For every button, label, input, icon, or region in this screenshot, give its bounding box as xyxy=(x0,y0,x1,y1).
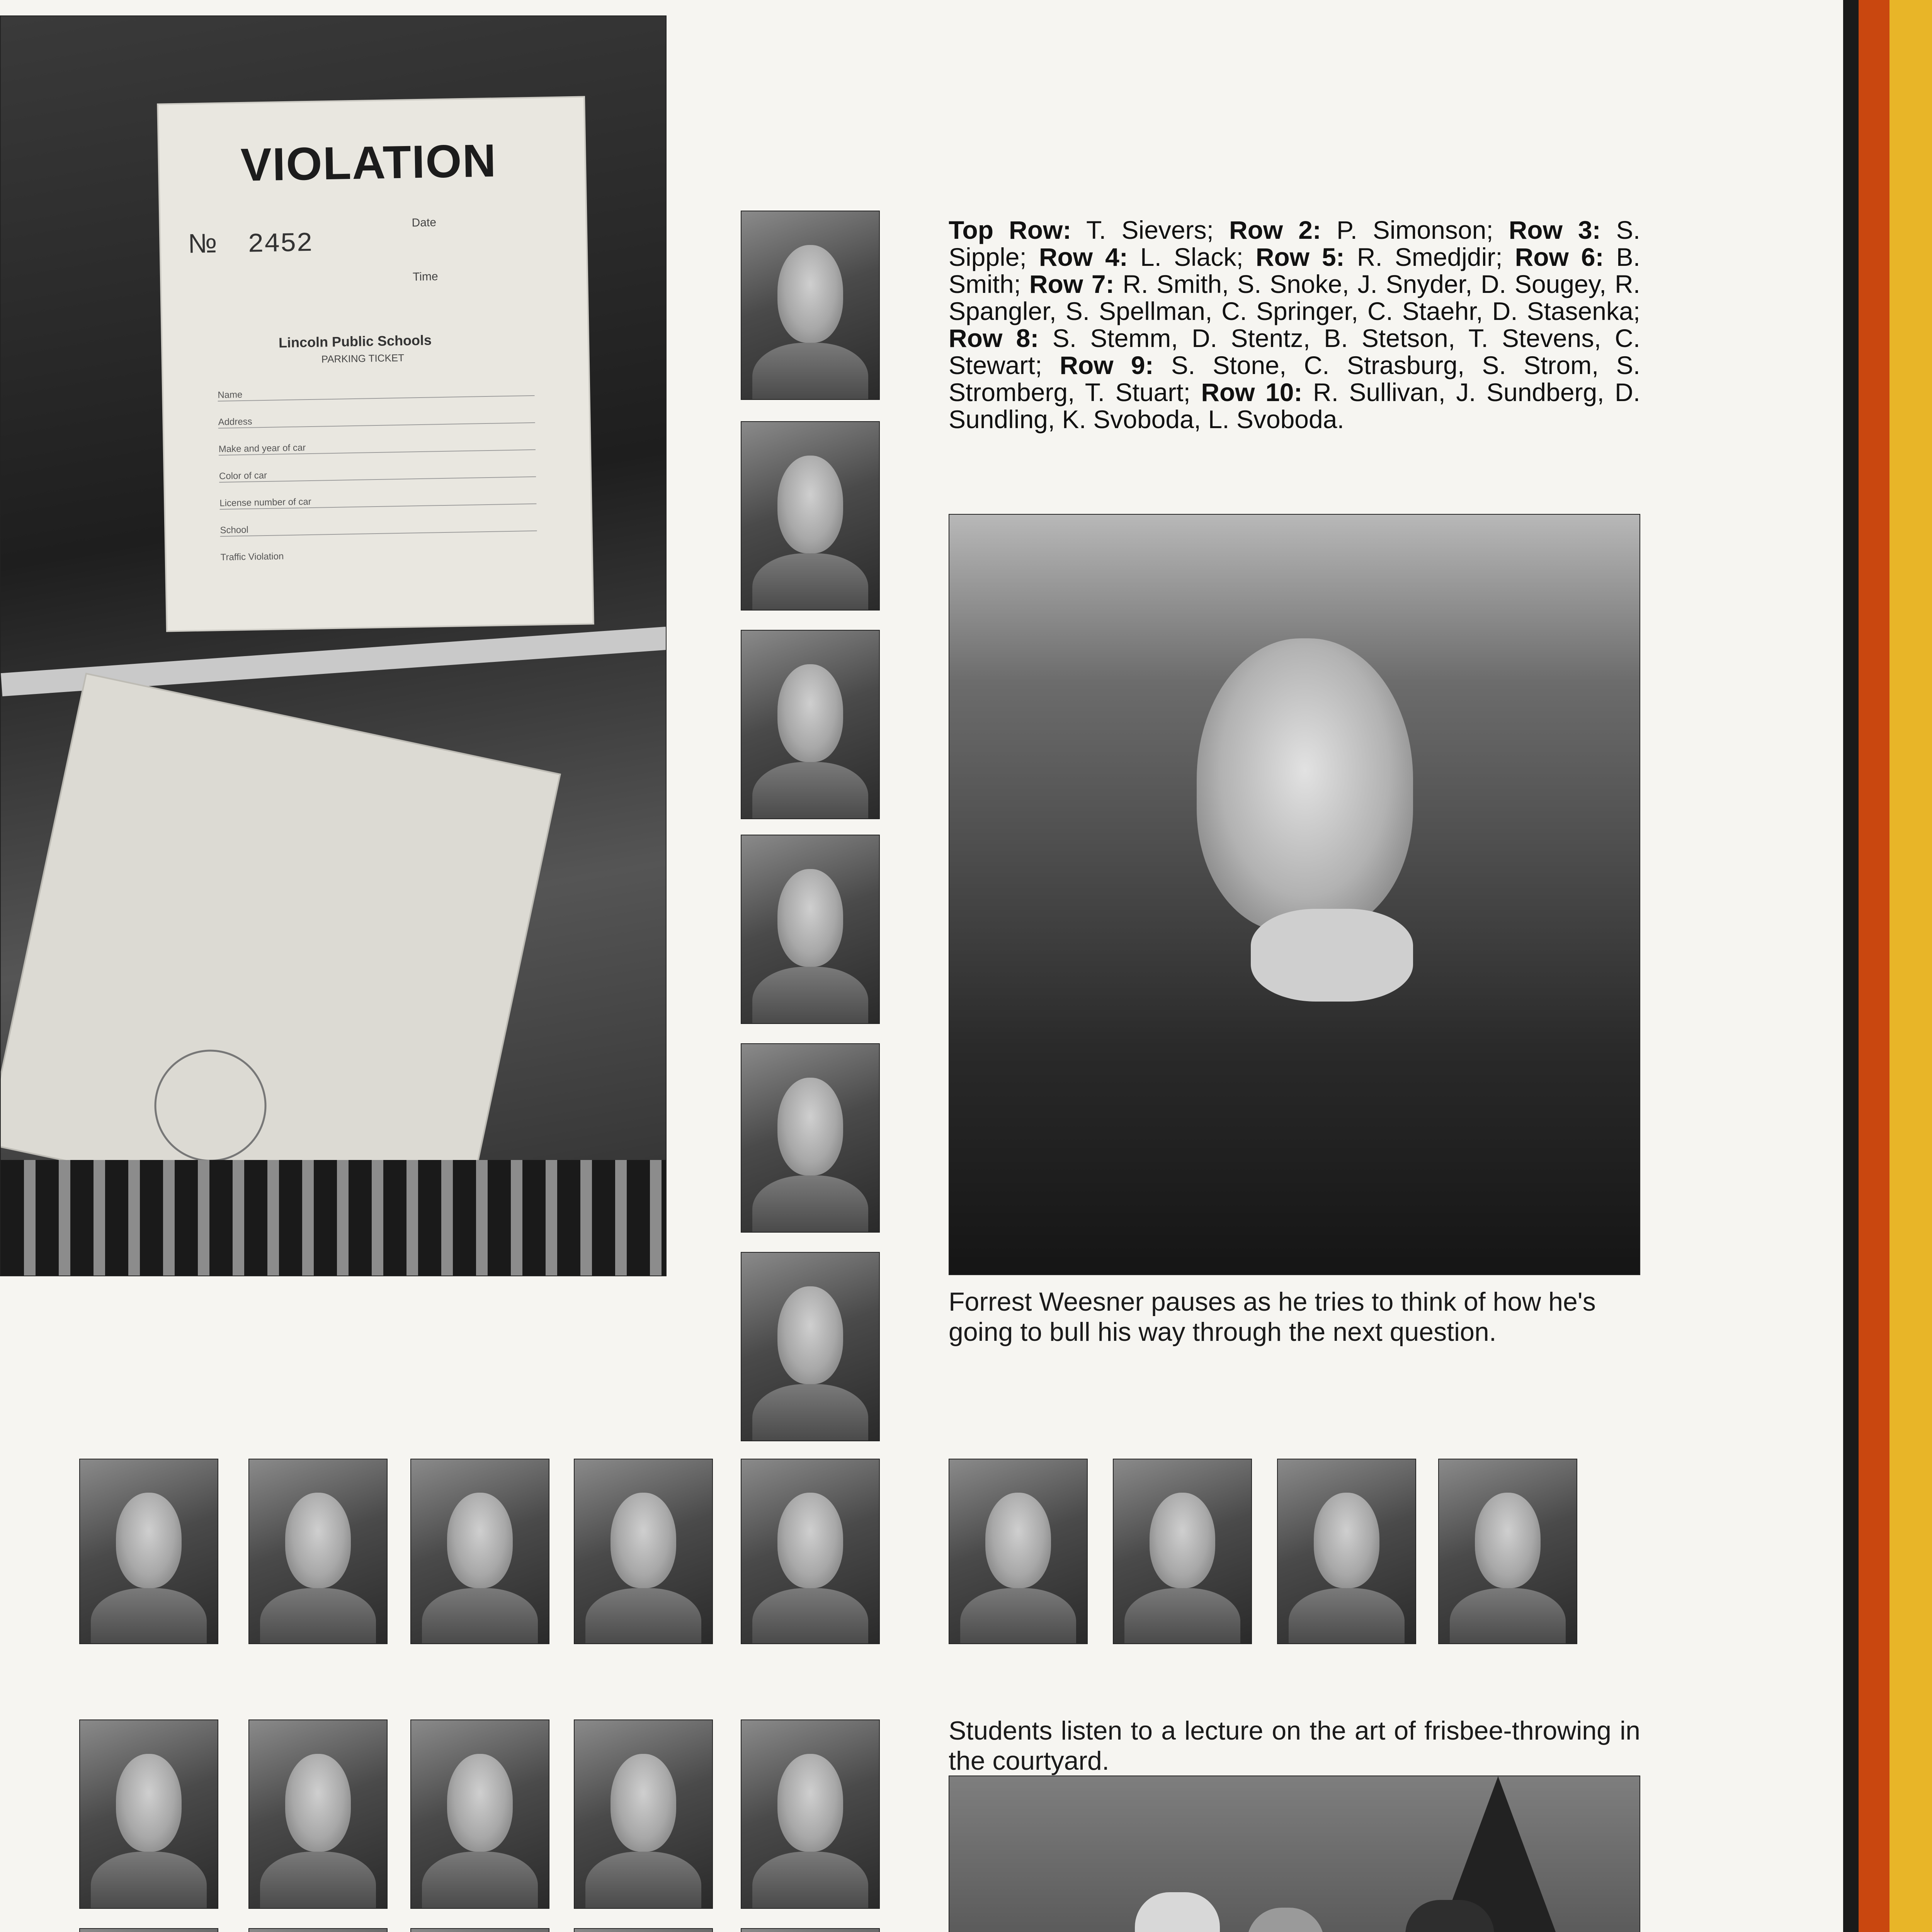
portrait-r-spangler xyxy=(741,1459,880,1644)
evergreen-tree xyxy=(1355,1776,1640,1932)
roster-names-0: T. Sievers; xyxy=(1071,216,1229,244)
portrait-t-sievers xyxy=(741,211,880,400)
parking-ticket xyxy=(158,98,593,631)
roster-names-2: S. Sipple; xyxy=(949,216,1641,271)
portrait-c-springer xyxy=(1113,1459,1252,1644)
ticket-field-1: Address xyxy=(218,412,535,429)
roster-text xyxy=(949,216,1640,433)
frisbee-photo xyxy=(949,1776,1640,1932)
portrait-s-snoke xyxy=(248,1459,388,1644)
ticket-field-3: Color of car xyxy=(219,466,536,483)
roster-label-9: Row 10: xyxy=(1201,378,1303,406)
ticket-issuer: Lincoln Public Schools xyxy=(278,332,432,351)
ticket-field-0: Name xyxy=(218,384,534,401)
weesner-photo xyxy=(949,514,1640,1275)
student-figure-2 xyxy=(1247,1908,1324,1932)
ticket-field-5: School xyxy=(220,520,537,537)
roster-names-7: S. Stemm, D. Stentz, B. Stetson, T. Stevens, C. Stewart; xyxy=(949,324,1640,379)
portrait-t-stuart xyxy=(741,1928,880,1932)
portrait-b-smith xyxy=(741,1252,880,1441)
weesner-caption: Forrest Weesner pauses as he tries to think of how he's going to bull his way through the next question. xyxy=(949,1287,1596,1347)
portrait-c-strasburg xyxy=(248,1928,388,1932)
portrait-s-stemm xyxy=(79,1719,218,1909)
portrait-c-staehr xyxy=(1277,1459,1416,1644)
roster-names-5: B. Smith; xyxy=(949,243,1640,298)
roster-names-9: R. Sullivan, J. Sundberg, D. Sundling, K. Svoboda, L. Svoboda. xyxy=(949,378,1640,434)
ticket-number-label: № xyxy=(187,228,218,259)
roster-label-3: Row 4: xyxy=(1039,243,1128,271)
ticket-field-2: Make and year of car xyxy=(219,439,536,456)
ticket-date-label: Date xyxy=(412,216,437,230)
roster-label-4: Row 5: xyxy=(1255,243,1345,271)
roster-label-1: Row 2: xyxy=(1229,216,1321,244)
portrait-j-snyder xyxy=(410,1459,549,1644)
portrait-s-strom xyxy=(410,1928,549,1932)
parking-ticket-photo xyxy=(0,15,667,1276)
portrait-s-stromberg xyxy=(574,1928,713,1932)
ticket-circle xyxy=(144,1039,277,1172)
roster-label-7: Row 8: xyxy=(949,324,1039,352)
ticket-field-4: License number of car xyxy=(219,493,536,510)
roster-names-8: S. Stone, C. Strasburg, S. Strom, S. Stromberg, T. Stuart; xyxy=(949,351,1640,406)
vent-grille xyxy=(1,1160,667,1276)
portrait-s-stone xyxy=(79,1928,218,1932)
page-edge-strip xyxy=(1843,0,1932,1932)
ticket-subtitle: PARKING TICKET xyxy=(321,352,405,365)
portrait-b-stetson xyxy=(410,1719,549,1909)
weesner-hand xyxy=(1251,909,1413,1002)
ticket-number: 2452 xyxy=(247,228,313,260)
frisbee-caption: Students listen to a lecture on the art of frisbee-throwing in the courtyard. xyxy=(949,1716,1640,1776)
portrait-c-stewart xyxy=(741,1719,880,1909)
portrait-r-smedjdir xyxy=(741,1043,880,1233)
portrait-d-sougey xyxy=(574,1459,713,1644)
roster-label-6: Row 7: xyxy=(1029,270,1114,298)
portrait-s-spellman xyxy=(949,1459,1088,1644)
weesner-face xyxy=(1197,638,1413,932)
roster-names-3: L. Slack; xyxy=(1128,243,1256,271)
portrait-r-smith xyxy=(79,1459,218,1644)
ticket-heading: VIOLATION xyxy=(240,134,497,191)
portrait-l-slack xyxy=(741,835,880,1024)
student-figure-1 xyxy=(1135,1892,1220,1932)
portrait-t-stevens xyxy=(574,1719,713,1909)
ticket-time-label: Time xyxy=(412,270,438,284)
roster-names-1: P. Simonson; xyxy=(1321,216,1509,244)
portrait-p-simonson xyxy=(741,421,880,611)
portrait-d-stasenka xyxy=(1438,1459,1577,1644)
roster-label-2: Row 3: xyxy=(1509,216,1601,244)
roster-names-4: R. Smedjdir; xyxy=(1344,243,1515,271)
roster-label-8: Row 9: xyxy=(1060,351,1154,379)
roster-label-0: Top Row: xyxy=(949,216,1071,244)
roster-label-5: Row 6: xyxy=(1515,243,1604,271)
portrait-d-stentz xyxy=(248,1719,388,1909)
ticket-field-6: Traffic Violation xyxy=(220,551,284,563)
roster-names-6: R. Smith, S. Snoke, J. Snyder, D. Sougey, R. Spangler, S. Spellman, C. Springer, C. Staehr, D. Stasenka; xyxy=(949,270,1640,325)
portrait-s-sipple xyxy=(741,630,880,819)
ticket-back-copy xyxy=(0,675,559,1244)
